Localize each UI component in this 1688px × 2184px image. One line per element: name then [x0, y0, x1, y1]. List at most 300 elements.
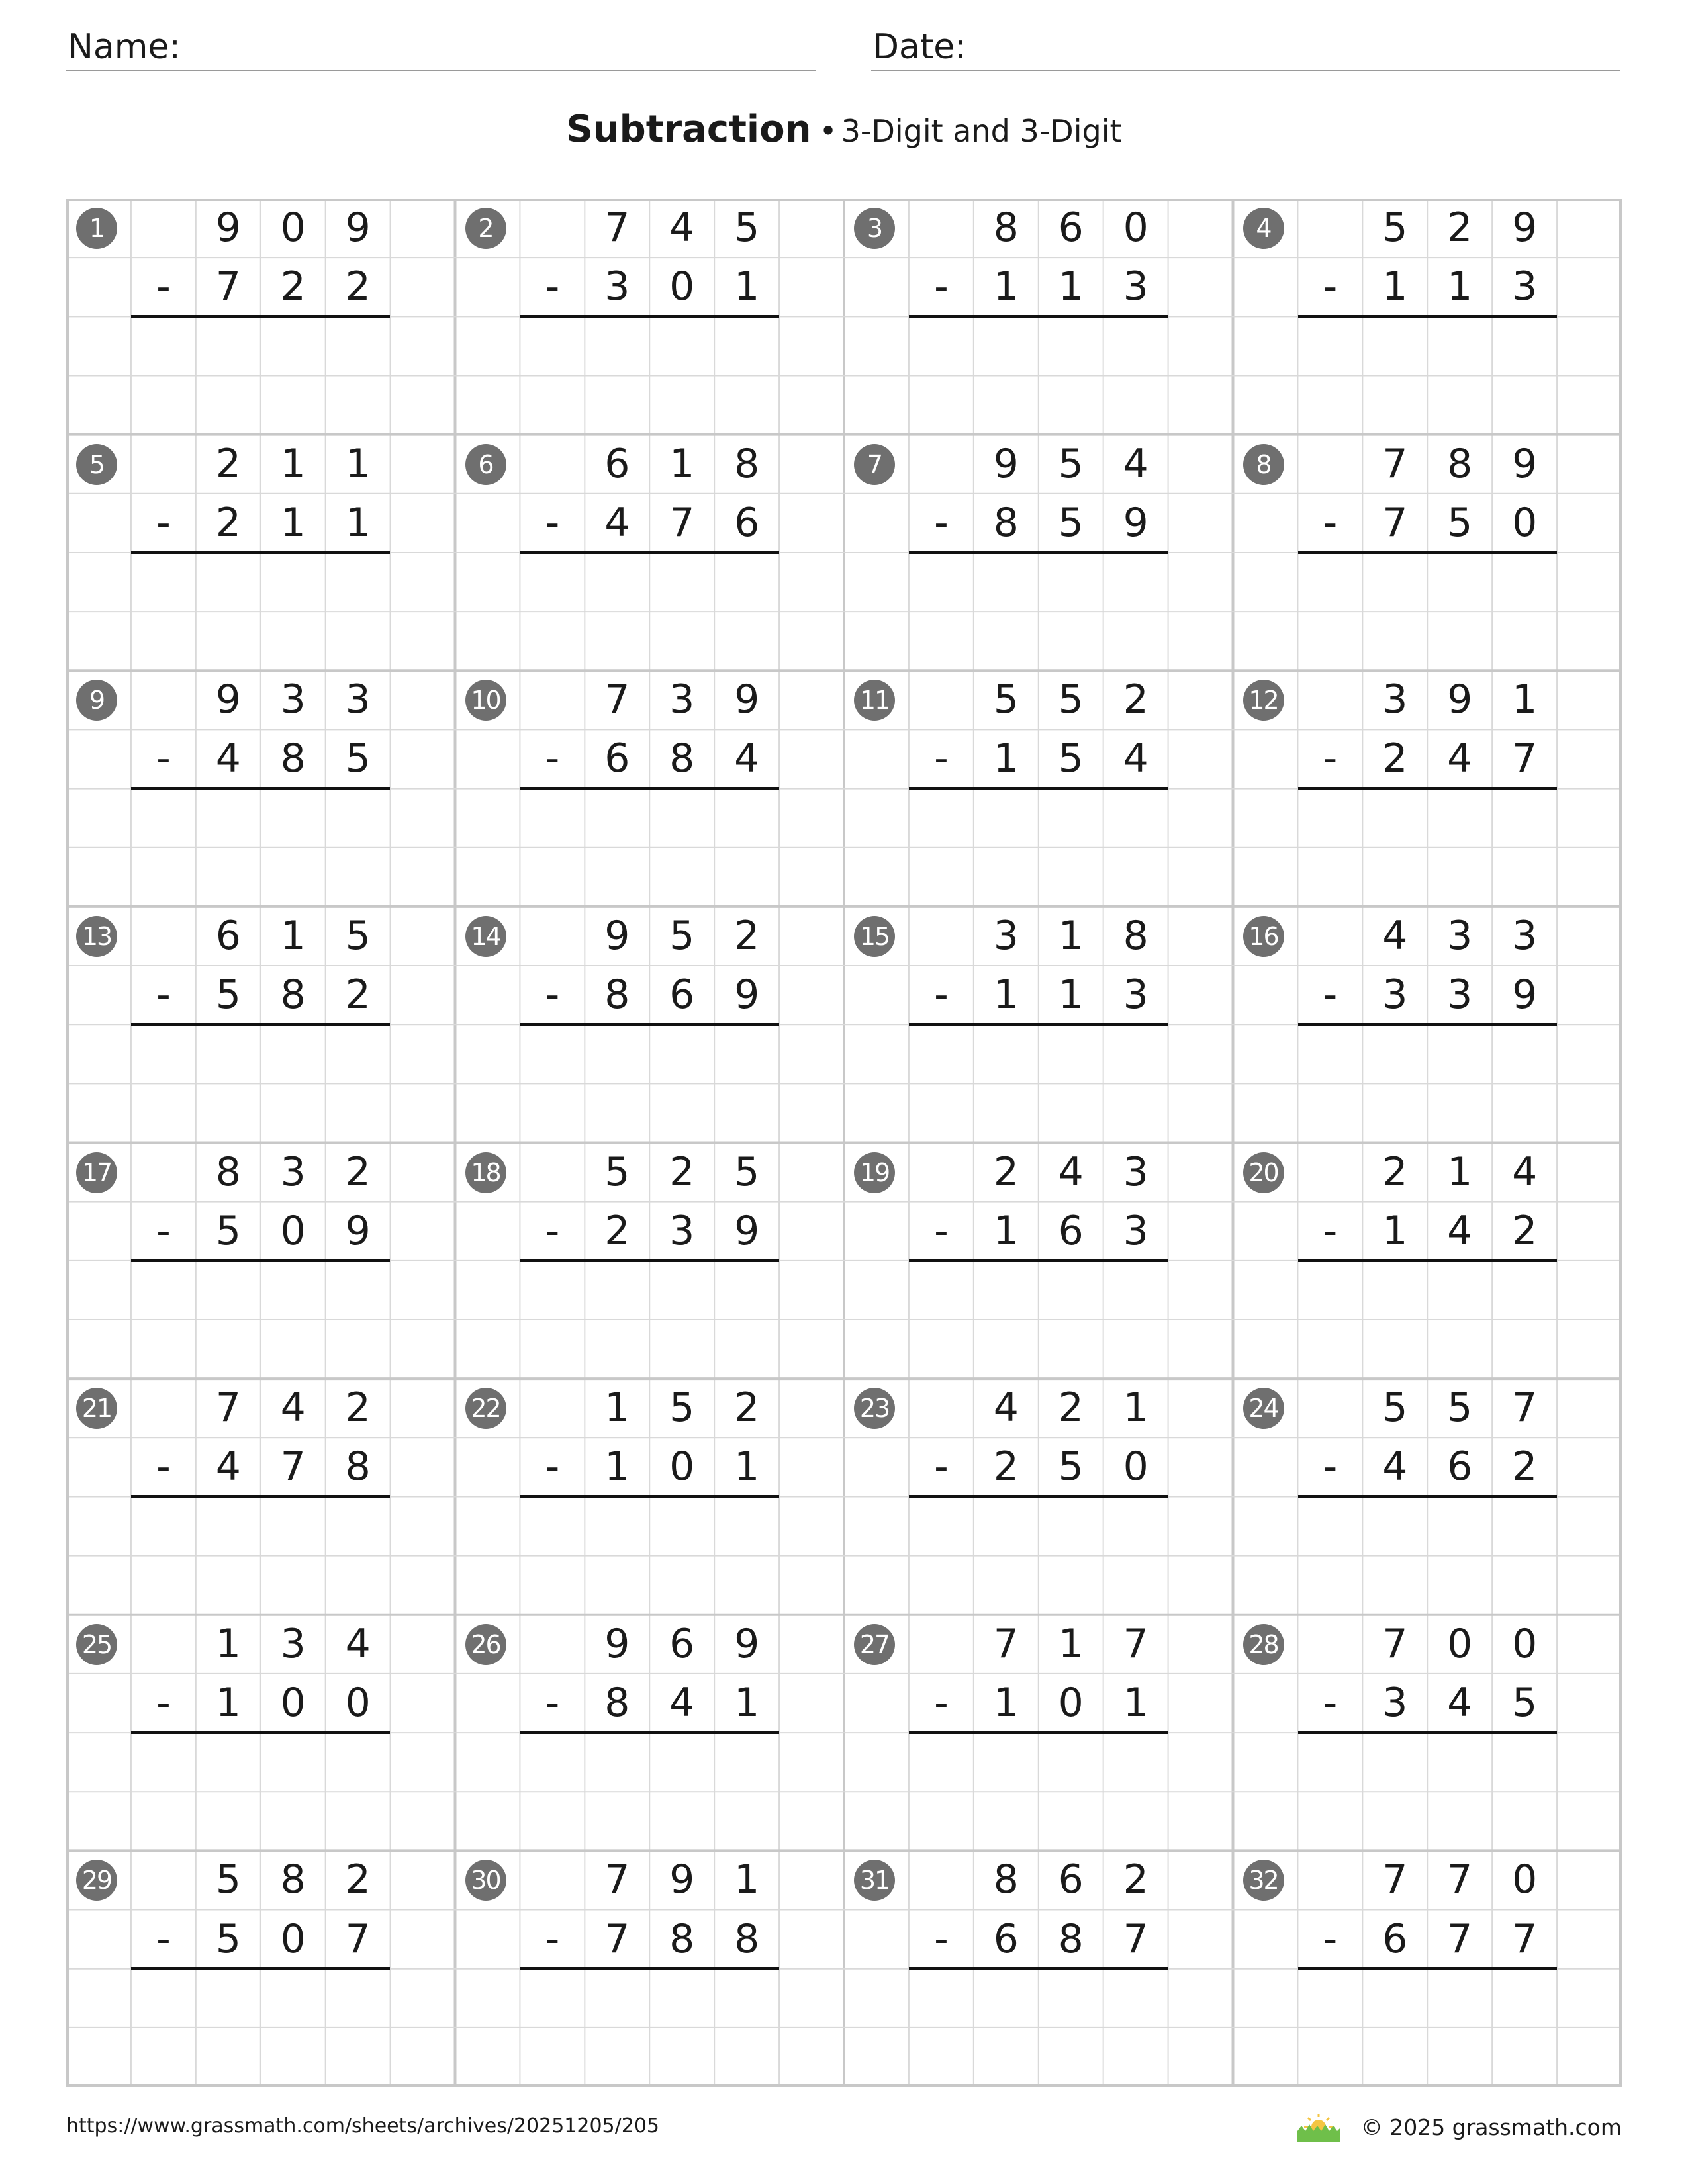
answer-rule: [1298, 1023, 1557, 1026]
answer-rule: [131, 551, 390, 554]
subtrahend-digit: 9: [734, 972, 760, 1019]
answer-rule: [131, 1259, 390, 1262]
answer-rule: [909, 1967, 1168, 1970]
problem: [1233, 670, 1622, 907]
problem-number-badge: 23: [854, 1388, 895, 1429]
minuend-digit: 2: [1382, 1148, 1408, 1195]
subtrahend-digit: 3: [1123, 263, 1149, 310]
answer-rule: [909, 1495, 1168, 1498]
subtrahend-digit: 6: [604, 735, 630, 782]
minuend-digit: 2: [993, 1148, 1019, 1195]
answer-rule: [520, 315, 779, 318]
minus-sign: -: [156, 263, 171, 310]
minuend-digit: 4: [1512, 1148, 1538, 1195]
minuend-digit: 5: [1382, 1385, 1408, 1432]
minuend-digit: 7: [215, 1385, 241, 1432]
problem: [844, 435, 1233, 671]
subtrahend-digit: 1: [734, 1679, 760, 1726]
minuend-digit: 6: [669, 1620, 695, 1667]
minuend-digit: 5: [734, 205, 760, 251]
problem: [844, 907, 1233, 1143]
minuend-digit: 9: [669, 1856, 695, 1903]
minus-sign: -: [1323, 972, 1338, 1019]
problem-number-badge: 27: [854, 1624, 895, 1665]
subtrahend-digit: 1: [734, 263, 760, 310]
subtrahend-digit: 1: [1058, 263, 1084, 310]
minuend-digit: 2: [669, 1148, 695, 1195]
subtrahend-digit: 2: [1512, 1443, 1538, 1490]
minus-sign: -: [545, 1207, 560, 1254]
subtrahend-digit: 7: [1512, 1915, 1538, 1962]
problem: [66, 670, 455, 907]
minuend-digit: 2: [1123, 676, 1149, 723]
answer-rule: [520, 551, 779, 554]
subtrahend-digit: 9: [1512, 972, 1538, 1019]
answer-rule: [909, 1023, 1168, 1026]
minuend-digit: 5: [993, 676, 1019, 723]
subtrahend-digit: 8: [604, 972, 630, 1019]
minuend-digit: 8: [280, 1856, 306, 1903]
minuend-digit: 5: [1058, 440, 1084, 487]
subtrahend-digit: 2: [1512, 1207, 1538, 1254]
subtrahend-digit: 1: [345, 499, 371, 546]
problem: [1233, 1615, 1622, 1851]
minuend-digit: 9: [215, 676, 241, 723]
problem: [455, 1143, 845, 1379]
subtrahend-digit: 7: [345, 1915, 371, 1962]
subtrahend-digit: 1: [1447, 263, 1473, 310]
subtrahend-digit: 2: [993, 1443, 1019, 1490]
subtrahend-digit: 5: [1058, 499, 1084, 546]
subtrahend-digit: 1: [1382, 1207, 1408, 1254]
subtrahend-digit: 3: [1382, 972, 1408, 1019]
minuend-digit: 1: [1512, 676, 1538, 723]
minuend-digit: 9: [1512, 205, 1538, 251]
minuend-digit: 5: [669, 912, 695, 959]
subtrahend-digit: 8: [734, 1915, 760, 1962]
minus-sign: -: [934, 1679, 949, 1726]
subtrahend-digit: 1: [993, 1679, 1019, 1726]
minuend-digit: 5: [1058, 676, 1084, 723]
subtrahend-digit: 7: [1123, 1915, 1149, 1962]
minus-sign: -: [545, 1679, 560, 1726]
problem-number-badge: 10: [465, 680, 506, 721]
subtrahend-digit: 3: [669, 1207, 695, 1254]
minuend-digit: 6: [604, 440, 630, 487]
problem: [844, 1379, 1233, 1615]
minuend-digit: 7: [1123, 1620, 1149, 1667]
subtrahend-digit: 8: [669, 1915, 695, 1962]
footer-url: https://www.grassmath.com/sheets/archives/20251205/205: [66, 2115, 660, 2138]
minus-sign: -: [934, 499, 949, 546]
minuend-digit: 1: [1058, 1620, 1084, 1667]
problem-number-badge: 21: [76, 1388, 117, 1429]
grass-sun-logo-icon: [1295, 2111, 1342, 2143]
problem-number-badge: 2: [465, 208, 506, 249]
subtrahend-digit: 6: [1447, 1443, 1473, 1490]
problem: [66, 1615, 455, 1851]
minuend-digit: 1: [215, 1620, 241, 1667]
minuend-digit: 5: [1447, 1385, 1473, 1432]
answer-rule: [1298, 1259, 1557, 1262]
problem: [66, 907, 455, 1143]
minuend-digit: 6: [1058, 205, 1084, 251]
minuend-digit: 0: [1447, 1620, 1473, 1667]
name-label: Name:: [68, 27, 181, 67]
title-subtitle: 3-Digit and 3-Digit: [841, 113, 1122, 149]
minuend-digit: 9: [734, 676, 760, 723]
minuend-digit: 7: [604, 205, 630, 251]
subtrahend-digit: 8: [993, 499, 1019, 546]
problem-number-badge: 9: [76, 680, 117, 721]
minus-sign: -: [545, 1915, 560, 1962]
minuend-digit: 5: [604, 1148, 630, 1195]
minuend-digit: 7: [604, 1856, 630, 1903]
minuend-digit: 9: [604, 912, 630, 959]
minus-sign: -: [156, 972, 171, 1019]
answer-rule: [1298, 551, 1557, 554]
problem: [1233, 199, 1622, 435]
answer-rule: [520, 1967, 779, 1970]
minuend-digit: 5: [1382, 205, 1408, 251]
minus-sign: -: [934, 735, 949, 782]
minuend-digit: 4: [345, 1620, 371, 1667]
problem: [66, 435, 455, 671]
minuend-digit: 5: [669, 1385, 695, 1432]
minuend-digit: 7: [1512, 1385, 1538, 1432]
subtrahend-digit: 9: [734, 1207, 760, 1254]
answer-rule: [1298, 1731, 1557, 1734]
answer-rule: [520, 1731, 779, 1734]
minuend-digit: 1: [1058, 912, 1084, 959]
minuend-digit: 1: [669, 440, 695, 487]
minuend-digit: 8: [1447, 440, 1473, 487]
minus-sign: -: [156, 1443, 171, 1490]
problem-number-badge: 15: [854, 916, 895, 957]
minuend-digit: 3: [280, 1620, 306, 1667]
problem-number-badge: 12: [1243, 680, 1284, 721]
minus-sign: -: [156, 1915, 171, 1962]
problem-number-badge: 31: [854, 1860, 895, 1901]
minuend-digit: 3: [1447, 912, 1473, 959]
answer-rule: [131, 1731, 390, 1734]
minuend-digit: 0: [280, 205, 306, 251]
minuend-digit: 5: [734, 1148, 760, 1195]
minuend-digit: 1: [280, 440, 306, 487]
subtrahend-digit: 5: [345, 735, 371, 782]
answer-rule: [131, 1023, 390, 1026]
subtrahend-digit: 3: [604, 263, 630, 310]
subtrahend-digit: 6: [669, 972, 695, 1019]
answer-rule: [131, 1967, 390, 1970]
subtrahend-digit: 1: [993, 735, 1019, 782]
subtrahend-digit: 0: [669, 263, 695, 310]
footer-copyright: [1295, 2111, 1622, 2143]
subtrahend-digit: 4: [1447, 1207, 1473, 1254]
problem-number-badge: 32: [1243, 1860, 1284, 1901]
subtrahend-digit: 7: [669, 499, 695, 546]
problem: [455, 1850, 845, 2087]
subtrahend-digit: 6: [1058, 1207, 1084, 1254]
title-main: Subtraction: [566, 108, 812, 151]
minuend-digit: 7: [1382, 1856, 1408, 1903]
subtrahend-digit: 0: [280, 1679, 306, 1726]
minus-sign: -: [934, 972, 949, 1019]
subtrahend-digit: 4: [1123, 735, 1149, 782]
minuend-digit: 3: [345, 676, 371, 723]
subtrahend-digit: 6: [1382, 1915, 1408, 1962]
problem: [455, 670, 845, 907]
minuend-digit: 9: [604, 1620, 630, 1667]
answer-rule: [1298, 1495, 1557, 1498]
problem: [1233, 1143, 1622, 1379]
subtrahend-digit: 9: [345, 1207, 371, 1254]
copyright-text: © 2025 grassmath.com: [1360, 2114, 1622, 2140]
subtrahend-digit: 0: [345, 1679, 371, 1726]
minus-sign: -: [545, 263, 560, 310]
subtrahend-digit: 4: [669, 1679, 695, 1726]
minus-sign: -: [934, 1207, 949, 1254]
name-field[interactable]: [66, 24, 816, 71]
problem: [455, 435, 845, 671]
minus-sign: -: [934, 1915, 949, 1962]
problem-number-badge: 4: [1243, 208, 1284, 249]
subtrahend-digit: 5: [215, 1207, 241, 1254]
subtrahend-digit: 8: [669, 735, 695, 782]
subtrahend-digit: 8: [604, 1679, 630, 1726]
minuend-digit: 7: [1382, 440, 1408, 487]
minuend-digit: 2: [734, 1385, 760, 1432]
subtrahend-digit: 2: [345, 972, 371, 1019]
answer-rule: [1298, 315, 1557, 318]
date-label: Date:: [872, 27, 966, 67]
minuend-digit: 4: [993, 1385, 1019, 1432]
problem-number-badge: 22: [465, 1388, 506, 1429]
problem: [455, 907, 845, 1143]
minuend-digit: 9: [993, 440, 1019, 487]
minuend-digit: 3: [669, 676, 695, 723]
subtrahend-digit: 1: [993, 972, 1019, 1019]
minuend-digit: 1: [1447, 1148, 1473, 1195]
subtrahend-digit: 8: [280, 735, 306, 782]
subtrahend-digit: 4: [1447, 735, 1473, 782]
subtrahend-digit: 5: [1447, 499, 1473, 546]
minuend-digit: 3: [1512, 912, 1538, 959]
subtrahend-digit: 4: [215, 1443, 241, 1490]
subtrahend-digit: 3: [1447, 972, 1473, 1019]
subtrahend-digit: 2: [1382, 735, 1408, 782]
minus-sign: -: [934, 1443, 949, 1490]
problem: [1233, 907, 1622, 1143]
subtrahend-digit: 7: [604, 1915, 630, 1962]
answer-rule: [131, 1495, 390, 1498]
minus-sign: -: [545, 972, 560, 1019]
subtrahend-digit: 0: [280, 1915, 306, 1962]
minuend-digit: 2: [1123, 1856, 1149, 1903]
subtrahend-digit: 0: [669, 1443, 695, 1490]
subtrahend-digit: 0: [1123, 1443, 1149, 1490]
problem: [66, 199, 455, 435]
minus-sign: -: [545, 735, 560, 782]
minus-sign: -: [1323, 735, 1338, 782]
subtrahend-digit: 2: [280, 263, 306, 310]
minuend-digit: 8: [734, 440, 760, 487]
minuend-digit: 9: [345, 205, 371, 251]
minuend-digit: 0: [1123, 205, 1149, 251]
minuend-digit: 2: [345, 1385, 371, 1432]
problem-number-badge: 30: [465, 1860, 506, 1901]
minus-sign: -: [934, 263, 949, 310]
subtrahend-digit: 8: [345, 1443, 371, 1490]
minuend-digit: 4: [1123, 440, 1149, 487]
minuend-digit: 0: [1512, 1620, 1538, 1667]
date-field[interactable]: [871, 24, 1620, 71]
subtrahend-digit: 8: [280, 972, 306, 1019]
minuend-digit: 6: [215, 912, 241, 959]
subtrahend-digit: 1: [215, 1679, 241, 1726]
answer-rule: [520, 787, 779, 790]
problem: [844, 1850, 1233, 2087]
minus-sign: -: [1323, 1443, 1338, 1490]
subtrahend-digit: 1: [1123, 1679, 1149, 1726]
answer-rule: [909, 315, 1168, 318]
problem-number-badge: 19: [854, 1152, 895, 1193]
subtrahend-digit: 2: [215, 499, 241, 546]
problem-number-badge: 28: [1243, 1624, 1284, 1665]
subtrahend-digit: 7: [215, 263, 241, 310]
minuend-digit: 8: [1123, 912, 1149, 959]
subtrahend-digit: 0: [1512, 499, 1538, 546]
subtrahend-digit: 7: [1447, 1915, 1473, 1962]
subtrahend-digit: 7: [280, 1443, 306, 1490]
problem: [455, 1615, 845, 1851]
title-separator: •: [819, 113, 837, 149]
problem-grid: [66, 199, 1622, 2087]
problem-number-badge: 8: [1243, 444, 1284, 485]
subtrahend-digit: 4: [604, 499, 630, 546]
problem: [1233, 1850, 1622, 2087]
answer-rule: [131, 315, 390, 318]
minus-sign: -: [156, 735, 171, 782]
minuend-digit: 1: [280, 912, 306, 959]
problem: [66, 1379, 455, 1615]
subtrahend-digit: 2: [604, 1207, 630, 1254]
minuend-digit: 2: [345, 1856, 371, 1903]
answer-rule: [909, 1259, 1168, 1262]
minuend-digit: 5: [345, 912, 371, 959]
minuend-digit: 0: [1512, 1856, 1538, 1903]
subtrahend-digit: 9: [1123, 499, 1149, 546]
answer-rule: [909, 787, 1168, 790]
subtrahend-digit: 3: [1382, 1679, 1408, 1726]
problem-number-badge: 17: [76, 1152, 117, 1193]
minuend-digit: 6: [1058, 1856, 1084, 1903]
minuend-digit: 5: [215, 1856, 241, 1903]
subtrahend-digit: 1: [604, 1443, 630, 1490]
minus-sign: -: [545, 499, 560, 546]
minuend-digit: 1: [345, 440, 371, 487]
problem-number-badge: 20: [1243, 1152, 1284, 1193]
subtrahend-digit: 6: [993, 1915, 1019, 1962]
minus-sign: -: [1323, 263, 1338, 310]
subtrahend-digit: 1: [1058, 972, 1084, 1019]
minuend-digit: 7: [604, 676, 630, 723]
minuend-digit: 9: [1512, 440, 1538, 487]
problem-number-badge: 16: [1243, 916, 1284, 957]
subtrahend-digit: 7: [1382, 499, 1408, 546]
answer-rule: [131, 787, 390, 790]
problem: [1233, 1379, 1622, 1615]
problem: [844, 670, 1233, 907]
subtrahend-digit: 8: [1058, 1915, 1084, 1962]
subtrahend-digit: 5: [1058, 735, 1084, 782]
minus-sign: -: [156, 1207, 171, 1254]
subtrahend-digit: 1: [993, 1207, 1019, 1254]
problem-number-badge: 26: [465, 1624, 506, 1665]
minuend-digit: 9: [215, 205, 241, 251]
minuend-digit: 8: [215, 1148, 241, 1195]
subtrahend-digit: 3: [1123, 1207, 1149, 1254]
problem-number-badge: 7: [854, 444, 895, 485]
minuend-digit: 1: [1123, 1385, 1149, 1432]
answer-rule: [909, 551, 1168, 554]
minuend-digit: 2: [215, 440, 241, 487]
subtrahend-digit: 7: [1512, 735, 1538, 782]
minuend-digit: 4: [1382, 912, 1408, 959]
minuend-digit: 3: [1123, 1148, 1149, 1195]
minuend-digit: 4: [280, 1385, 306, 1432]
problem: [1233, 435, 1622, 671]
minuend-digit: 3: [280, 1148, 306, 1195]
answer-rule: [520, 1495, 779, 1498]
subtrahend-digit: 2: [345, 263, 371, 310]
problem: [844, 1143, 1233, 1379]
answer-rule: [520, 1259, 779, 1262]
answer-rule: [909, 1731, 1168, 1734]
minuend-digit: 3: [280, 676, 306, 723]
subtrahend-digit: 1: [993, 263, 1019, 310]
minuend-digit: 7: [993, 1620, 1019, 1667]
problem-number-badge: 29: [76, 1860, 117, 1901]
problem: [66, 1850, 455, 2087]
minuend-digit: 7: [1447, 1856, 1473, 1903]
subtrahend-digit: 0: [1058, 1679, 1084, 1726]
problem-number-badge: 6: [465, 444, 506, 485]
minuend-digit: 4: [1058, 1148, 1084, 1195]
subtrahend-digit: 5: [215, 972, 241, 1019]
answer-rule: [520, 1023, 779, 1026]
minuend-digit: 9: [734, 1620, 760, 1667]
subtrahend-digit: 1: [734, 1443, 760, 1490]
minuend-digit: 7: [1382, 1620, 1408, 1667]
problem: [844, 199, 1233, 435]
minuend-digit: 2: [1058, 1385, 1084, 1432]
subtrahend-digit: 4: [215, 735, 241, 782]
subtrahend-digit: 6: [734, 499, 760, 546]
subtrahend-digit: 4: [734, 735, 760, 782]
subtrahend-digit: 5: [1512, 1679, 1538, 1726]
problem-number-badge: 1: [76, 208, 117, 249]
problem: [455, 199, 845, 435]
answer-rule: [1298, 1967, 1557, 1970]
minuend-digit: 2: [734, 912, 760, 959]
minuend-digit: 8: [993, 1856, 1019, 1903]
minuend-digit: 4: [669, 205, 695, 251]
minuend-digit: 2: [345, 1148, 371, 1195]
minus-sign: -: [156, 1679, 171, 1726]
subtrahend-digit: 4: [1382, 1443, 1408, 1490]
problem-number-badge: 18: [465, 1152, 506, 1193]
